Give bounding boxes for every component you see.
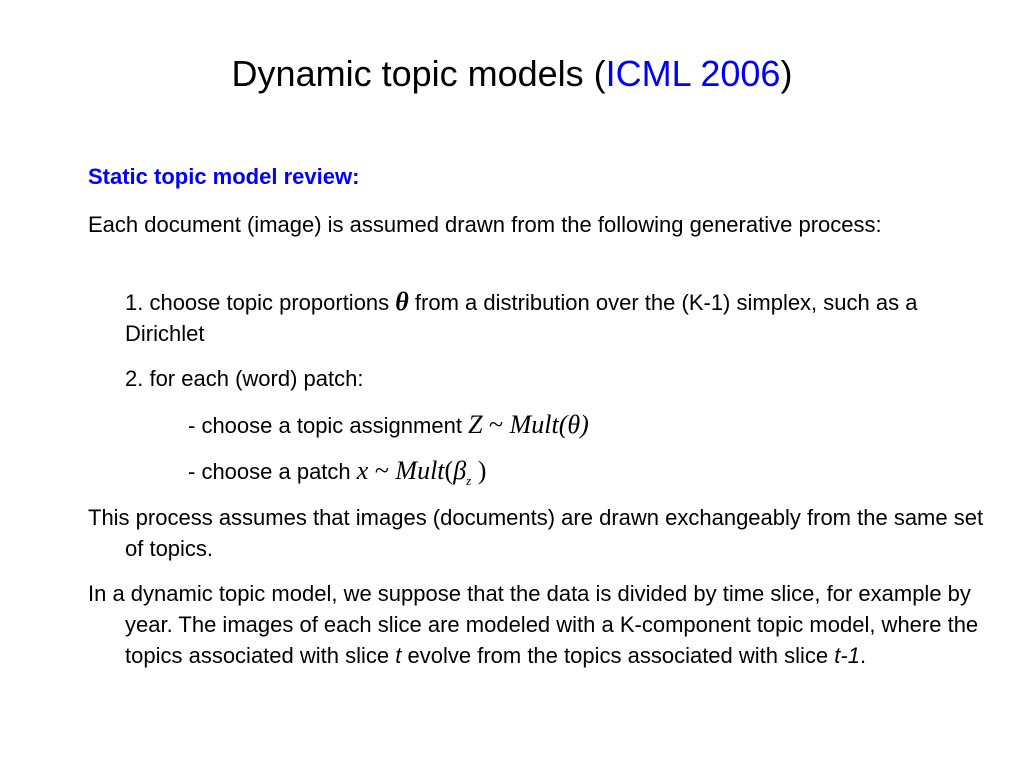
- formula-subscript-z: z: [466, 473, 472, 488]
- formula-var-z: Z: [468, 410, 483, 439]
- intro-paragraph: Each document (image) is assumed drawn from the following generative process:: [88, 212, 882, 237]
- sub-step-1-text: - choose a topic assignment: [188, 413, 462, 438]
- section-heading: Static topic model review:: [88, 164, 360, 189]
- slice-t-minus-1: t-1: [834, 643, 860, 668]
- slice-t: t: [395, 643, 402, 668]
- formula-beta: β: [453, 456, 467, 485]
- formula-close-paren: ): [477, 456, 487, 485]
- formula-mult-2: Mult: [395, 456, 445, 485]
- dynamic-period: .: [859, 643, 867, 668]
- formula-theta-arg: (θ): [558, 410, 589, 439]
- formula-tilde-2: ~: [374, 456, 389, 485]
- sub-step-patch: [188, 455, 486, 496]
- step-2: 2. for each (word) patch:: [125, 366, 364, 391]
- formula-var-x: x: [356, 456, 369, 485]
- formula-open-paren: (: [444, 456, 454, 485]
- topic-assignment-formula: [468, 410, 589, 439]
- title-venue: ICML 2006: [605, 53, 781, 94]
- sub-step-2-text: - choose a patch: [188, 459, 351, 484]
- formula-mult: Mult: [509, 410, 559, 439]
- step-1-text: 1. choose topic proportions: [125, 290, 390, 315]
- patch-formula: [356, 456, 487, 488]
- slide-title: [0, 52, 1024, 96]
- formula-tilde: ~: [489, 410, 504, 439]
- step-1-continuation: from a distribution over the (K-1) simplex, such as a Dirichlet: [125, 290, 918, 346]
- exchangeability-paragraph: This process assumes that images (documents) are drawn exchangeably from the same set of topics.: [88, 505, 984, 561]
- step-1: [125, 286, 955, 349]
- sub-step-topic-assignment: [188, 409, 589, 441]
- dynamic-text: In a dynamic topic model, we suppose that the data is divided by time slice, for example by year. The images of each slice are modeled with a K-component topic model, where the topics associated with slice: [88, 581, 979, 668]
- dynamic-model-paragraph: [88, 578, 985, 671]
- theta-symbol: θ: [395, 287, 409, 316]
- title-prefix: Dynamic topic models (: [231, 53, 606, 94]
- title-suffix: ): [780, 53, 793, 94]
- dynamic-text-2: evolve from the topics associated with slice: [407, 643, 829, 668]
